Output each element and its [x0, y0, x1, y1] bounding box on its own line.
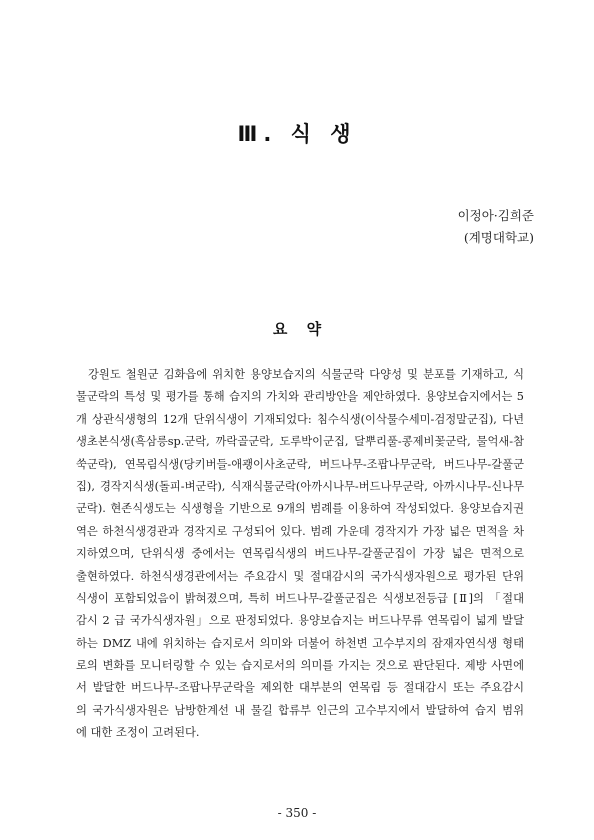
page-number: - 350 -	[277, 806, 317, 820]
author-block	[458, 205, 534, 249]
abstract-line: 개 상관식생형의 12개 단위식생이 기재되었다: 침수식생(이삭물수세미-검정말군집), 다년	[76, 412, 524, 426]
abstract-line: 로의 변화를 모니터링할 수 있는 습지로서의 의미를 가지는 것으로 판단된다. 제방 사면에	[76, 659, 524, 673]
abstract-line: 의 국가식생자원은 남방한계선 내 물길 합류부 인근의 고수부지에서 발달하여 습지 범위	[76, 703, 524, 717]
abstract-line: 감시 2 급 국가식생자원」으로 판정되었다. 용양보습지는 버드나무류 연목림이 넓게 발달	[76, 614, 524, 628]
abstract-line: 서 발달한 버드나무-조팝나무군락을 제외한 대부분의 연목림 등 절대감시 또는 주요감시	[76, 681, 524, 695]
summary-heading: 요 약	[272, 320, 322, 338]
abstract-line: 쑥군락), 연목림식생(당키버들-애괭이사초군락, 버드나무-조팝나무군락, 버드나무-갈풀군	[76, 457, 524, 471]
abstract-line: 강원도 철원군 김화읍에 위치한 용양보습지의 식물군락 다양성 및 분포를 기재하고, 식	[88, 368, 524, 381]
abstract-line: 에 대한 조정이 고려된다.	[76, 726, 200, 740]
abstract-line: 역은 하천식생경관과 경작지로 구성되어 있다. 범례 가운데 경작지가 가장 넓은 면적을 차	[76, 524, 524, 538]
author-names: 이정아·김희준	[457, 208, 534, 223]
author-affiliation: (계명대학교)	[463, 230, 534, 245]
abstract-line: 생초본식생(흑삼릉sp.군락, 까락골군락, 도루박이군집, 달뿌리풀-콩제비꽃군락, 물억새-참	[76, 435, 524, 449]
abstract-body	[76, 364, 524, 745]
abstract-line: 군락). 현존식생도는 식생형을 기반으로 9개의 범례를 이용하여 작성되었다. 용양보습지권	[76, 502, 524, 516]
abstract-line: 지하였으며, 단위식생 중에서는 연목림식생의 버드나무-갈풀군집이 가장 넓은 면적으로	[76, 547, 524, 561]
abstract-line: 물군락의 특성 및 평가를 통해 습지의 가치와 관리방안을 제안하였다. 용양보습지에서는 5	[76, 390, 524, 404]
abstract-line: 집), 경작지식생(돌피-벼군락), 식재식물군락(아까시나무-버드나무군락, 아까시나무-신나무	[76, 479, 524, 493]
abstract-line: 출현하였다. 하천식생경관에서는 주요감시 및 절대감시의 국가식생자원으로 평가된 단위	[76, 569, 524, 583]
chapter-title: Ⅲ. 식 생	[237, 122, 357, 146]
abstract-line: 식생이 포함되었음이 밝혀졌으며, 특히 버드나무-갈풀군집은 식생보전등급 [Ⅱ]의 「절대	[76, 591, 524, 605]
abstract-line: 하는 DMZ 내에 위치하는 습지로서 의미와 더불어 하천변 고수부지의 잠재자연식생 형태	[76, 636, 524, 650]
